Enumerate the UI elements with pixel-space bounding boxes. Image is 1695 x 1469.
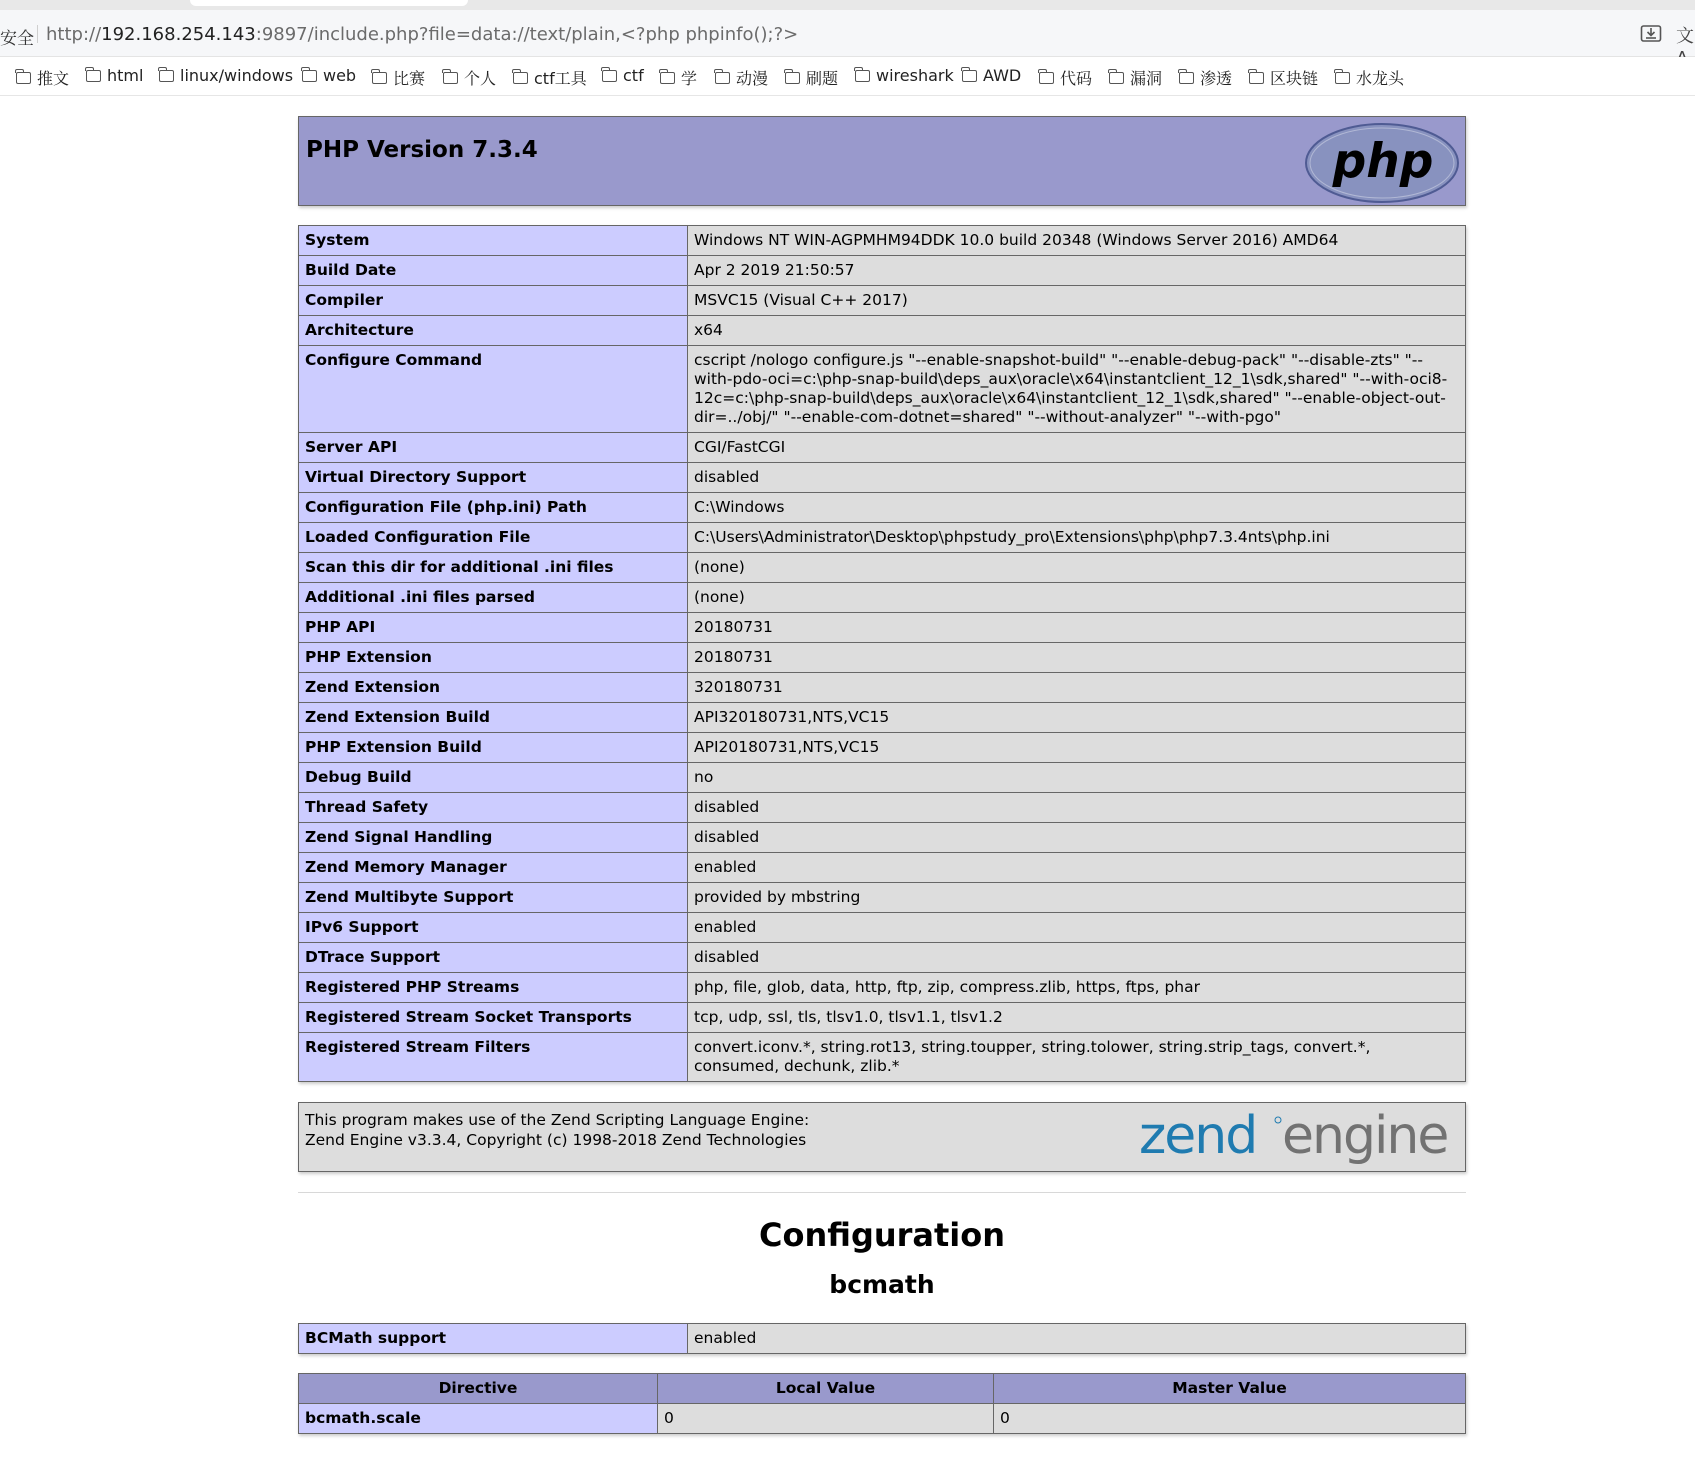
info-value: C:\Users\Administrator\Desktop\phpstudy_pro\Extensions\php\php7.3.4nts\php.ini	[688, 523, 1466, 553]
directive-name: bcmath.scale	[299, 1404, 658, 1434]
table-row	[299, 703, 1466, 733]
page-title: PHP Version 7.3.4	[306, 137, 538, 163]
info-key: Zend Multibyte Support	[299, 883, 688, 913]
info-value: C:\Windows	[688, 493, 1466, 523]
table-row	[299, 1324, 1466, 1354]
info-key: Zend Extension	[299, 673, 688, 703]
info-value: enabled	[688, 913, 1466, 943]
info-key: IPv6 Support	[299, 913, 688, 943]
support-key: BCMath support	[299, 1324, 688, 1354]
bookmark-folder[interactable]: 代码	[1039, 66, 1092, 89]
support-value: enabled	[688, 1324, 1466, 1354]
zend-logo-word: zend	[1139, 1107, 1257, 1166]
table-row	[299, 553, 1466, 583]
zend-engine-logo[interactable]	[1139, 1107, 1459, 1173]
folder-icon	[513, 72, 528, 84]
info-value: disabled	[688, 793, 1466, 823]
info-key: PHP API	[299, 613, 688, 643]
info-key: Virtual Directory Support	[299, 463, 688, 493]
bookmark-folder[interactable]: 个人	[443, 66, 496, 89]
table-row	[299, 913, 1466, 943]
folder-icon	[660, 72, 675, 84]
table-row	[299, 523, 1466, 553]
table-row	[299, 316, 1466, 346]
table-row	[299, 463, 1466, 493]
info-value: 20180731	[688, 643, 1466, 673]
url-host: 192.168.254.143	[101, 24, 256, 45]
bookmark-folder[interactable]: html	[86, 66, 143, 85]
info-key: PHP Extension	[299, 643, 688, 673]
info-value: disabled	[688, 823, 1466, 853]
zend-credits	[305, 1110, 809, 1150]
security-indicator[interactable]: 安全	[0, 29, 34, 49]
table-row	[299, 1033, 1466, 1082]
info-key: Thread Safety	[299, 793, 688, 823]
table-row	[299, 643, 1466, 673]
table-row	[299, 793, 1466, 823]
table-row	[299, 883, 1466, 913]
bookmark-folder[interactable]: 推文	[16, 66, 69, 89]
folder-icon	[1335, 72, 1350, 84]
folder-icon	[855, 70, 870, 82]
folder-icon	[715, 72, 730, 84]
bookmark-folder[interactable]: 渗透	[1179, 66, 1232, 89]
table-row	[299, 226, 1466, 256]
bookmark-folder[interactable]: 动漫	[715, 66, 768, 89]
bookmark-folder[interactable]: 学	[660, 66, 697, 89]
info-value: enabled	[688, 853, 1466, 883]
table-row	[299, 256, 1466, 286]
folder-icon	[443, 72, 458, 84]
info-value: php, file, glob, data, http, ftp, zip, compress.zlib, https, ftps, phar	[688, 973, 1466, 1003]
info-key: Registered Stream Filters	[299, 1033, 688, 1082]
bookmark-folder[interactable]: 漏洞	[1109, 66, 1162, 89]
info-key: Loaded Configuration File	[299, 523, 688, 553]
folder-icon	[602, 70, 617, 82]
table-row	[299, 583, 1466, 613]
info-key: Scan this dir for additional .ini files	[299, 553, 688, 583]
table-row	[299, 613, 1466, 643]
bookmark-folder[interactable]: 区块链	[1249, 66, 1318, 89]
info-value: disabled	[688, 463, 1466, 493]
folder-icon	[1109, 72, 1124, 84]
bookmark-folder[interactable]: wireshark	[855, 66, 954, 85]
bookmark-folder[interactable]: 比赛	[372, 66, 425, 89]
folder-icon	[1179, 72, 1194, 84]
info-key: Zend Signal Handling	[299, 823, 688, 853]
module-heading[interactable]	[298, 1269, 1466, 1301]
info-key: Debug Build	[299, 763, 688, 793]
table-row	[299, 493, 1466, 523]
info-key: Compiler	[299, 286, 688, 316]
table-row	[299, 973, 1466, 1003]
engine-logo-word: engine	[1282, 1107, 1448, 1166]
bookmark-folder[interactable]: 刷题	[785, 66, 838, 89]
folder-icon	[86, 70, 101, 82]
table-row	[299, 943, 1466, 973]
url-text[interactable]	[46, 24, 798, 45]
active-tab[interactable]	[190, 0, 468, 6]
install-app-icon[interactable]	[1640, 23, 1662, 47]
address-divider	[37, 25, 38, 43]
info-key: System	[299, 226, 688, 256]
info-value: Apr 2 2019 21:50:57	[688, 256, 1466, 286]
info-value: MSVC15 (Visual C++ 2017)	[688, 286, 1466, 316]
zend-credits-line: Zend Engine v3.3.4, Copyright (c) 1998-2018 Zend Technologies	[305, 1131, 807, 1149]
version-header	[298, 116, 1466, 206]
registered-mark	[1275, 1117, 1281, 1123]
php-logo[interactable]	[1305, 123, 1459, 207]
configuration-heading: Configuration	[758, 1216, 1006, 1254]
bookmark-folder[interactable]: ctf	[602, 66, 644, 85]
info-value: tcp, udp, ssl, tls, tlsv1.0, tlsv1.1, tlsv1.2	[688, 1003, 1466, 1033]
bookmarks-bar	[0, 57, 1695, 96]
bookmark-folder[interactable]: ctf工具	[513, 66, 587, 89]
info-key: Configuration File (php.ini) Path	[299, 493, 688, 523]
info-value: (none)	[688, 583, 1466, 613]
info-key: Server API	[299, 433, 688, 463]
info-value: CGI/FastCGI	[688, 433, 1466, 463]
url-path: :9897/include.php?file=data://text/plain,<?php phpinfo();?>	[255, 24, 799, 45]
folder-icon	[785, 72, 800, 84]
folder-icon	[16, 72, 31, 84]
url-scheme: http://	[46, 24, 102, 45]
folder-icon	[159, 70, 174, 82]
table-row	[299, 673, 1466, 703]
info-value: disabled	[688, 943, 1466, 973]
zend-engine-box	[298, 1102, 1466, 1172]
info-value: provided by mbstring	[688, 883, 1466, 913]
info-key: Architecture	[299, 316, 688, 346]
translate-icon[interactable]: 文	[1676, 26, 1694, 47]
bookmark-folder[interactable]: linux/windows	[159, 66, 293, 85]
system-info-rows	[299, 226, 1466, 1082]
info-value: no	[688, 763, 1466, 793]
folder-icon	[962, 70, 977, 82]
zend-credits-line: This program makes use of the Zend Scripting Language Engine:	[305, 1111, 810, 1129]
module-anchor-link[interactable]: bcmath	[829, 1270, 935, 1299]
info-key: DTrace Support	[299, 943, 688, 973]
table-row	[299, 346, 1466, 433]
tab-strip	[0, 0, 1695, 10]
folder-icon	[302, 70, 317, 82]
folder-icon	[1039, 72, 1054, 84]
info-key: Build Date	[299, 256, 688, 286]
info-key: Additional .ini files parsed	[299, 583, 688, 613]
table-row	[299, 733, 1466, 763]
directive-header-row	[299, 1374, 1466, 1404]
directive-master-value: 0	[994, 1404, 1466, 1434]
bookmark-folder[interactable]: web	[302, 66, 356, 85]
info-value: API20180731,NTS,VC15	[688, 733, 1466, 763]
folder-icon	[372, 72, 387, 84]
table-row	[299, 823, 1466, 853]
info-key: Zend Extension Build	[299, 703, 688, 733]
info-key: Registered PHP Streams	[299, 973, 688, 1003]
info-value: 320180731	[688, 673, 1466, 703]
info-key: Zend Memory Manager	[299, 853, 688, 883]
info-value: Windows NT WIN-AGPMHM94DDK 10.0 build 20348 (Windows Server 2016) AMD64	[688, 226, 1466, 256]
info-value: 20180731	[688, 613, 1466, 643]
table-row	[299, 763, 1466, 793]
info-key: Configure Command	[299, 346, 688, 433]
info-value: cscript /nologo configure.js "--enable-snapshot-build" "--enable-debug-pack" "--disable-zts" "--with-pdo-oci=c:\php-snap-build\deps_aux\oracle\x64\instantclient_12_1\sdk,shared" "--with-oci8-12c=c:\php-snap-build\deps_aux\oracle\x64\instantclient_12_1\sdk,shared" "--enable-object-out-dir=../obj/" "--enable-com-dotnet=shared" "--without-analyzer" "--with-pgo"	[688, 346, 1466, 433]
table-row	[299, 853, 1466, 883]
table-row	[299, 286, 1466, 316]
info-key: PHP Extension Build	[299, 733, 688, 763]
phpinfo-page	[298, 116, 1466, 1434]
table-row	[299, 1404, 1466, 1434]
bookmark-folder[interactable]: AWD	[962, 66, 1021, 85]
column-header-directive: Directive	[299, 1374, 658, 1404]
info-value: convert.iconv.*, string.rot13, string.toupper, string.tolower, string.strip_tags, convert.*, consumed, dechunk, zlib.*	[688, 1033, 1466, 1082]
column-header-local: Local Value	[658, 1374, 994, 1404]
directive-local-value: 0	[658, 1404, 994, 1434]
info-key: Registered Stream Socket Transports	[299, 1003, 688, 1033]
system-info-table	[298, 225, 1466, 1082]
info-value: (none)	[688, 553, 1466, 583]
table-row	[299, 433, 1466, 463]
info-value: x64	[688, 316, 1466, 346]
folder-icon	[1249, 72, 1264, 84]
column-header-master: Master Value	[994, 1374, 1466, 1404]
address-bar[interactable]	[0, 10, 1695, 57]
bcmath-support-table	[298, 1323, 1466, 1354]
php-logo-text: php	[1332, 134, 1434, 189]
table-row	[299, 1003, 1466, 1033]
bookmark-folder[interactable]: 水龙头	[1335, 66, 1404, 89]
info-value: API320180731,NTS,VC15	[688, 703, 1466, 733]
directive-table	[298, 1373, 1466, 1434]
section-divider	[298, 1192, 1466, 1193]
